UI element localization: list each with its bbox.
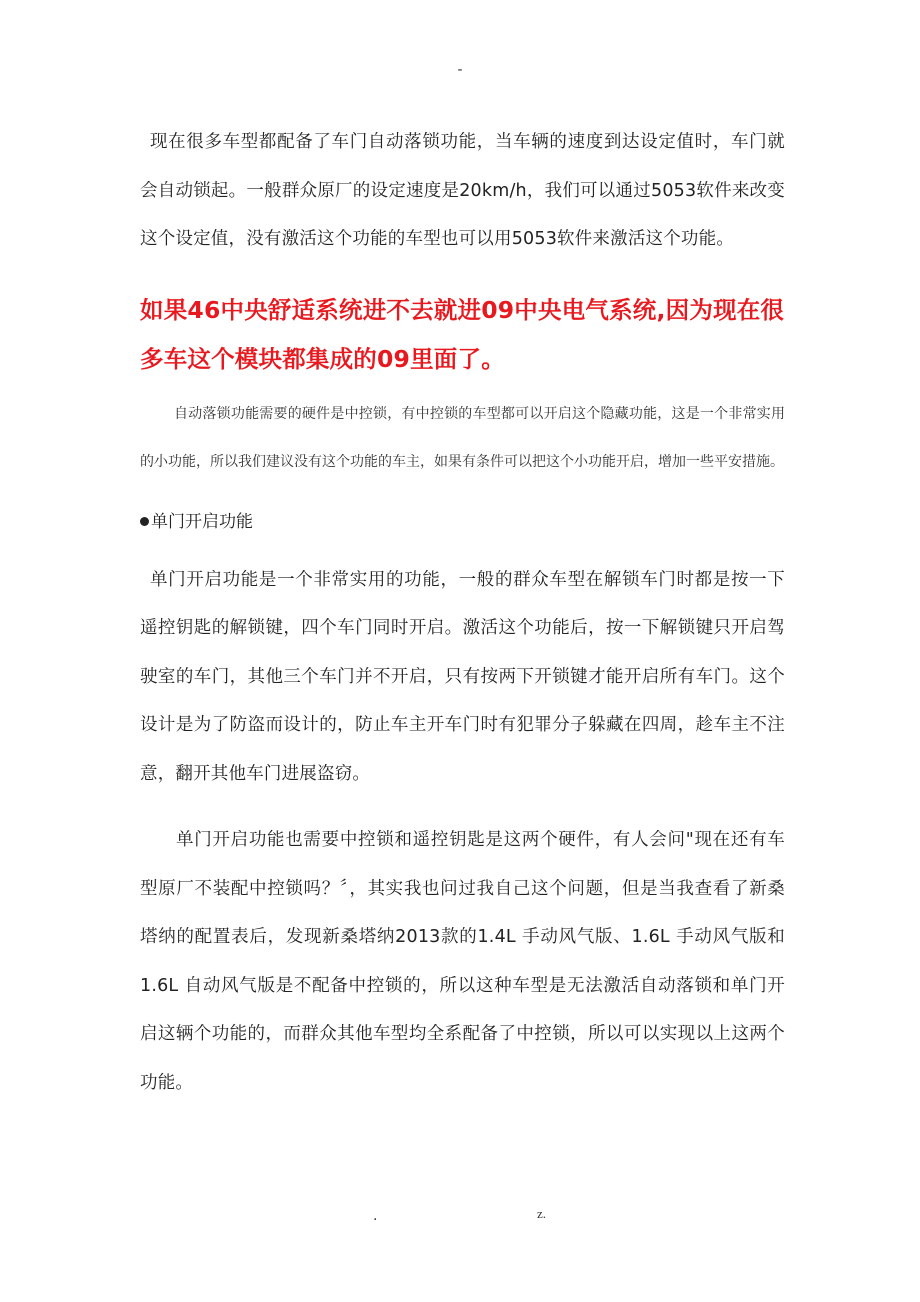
- page-header-mark: -: [457, 62, 463, 78]
- bullet-icon: [140, 517, 149, 526]
- section-heading-label: 单门开启功能: [151, 511, 253, 532]
- intro-paragraph: 现在很多车型都配备了车门自动落锁功能，当车辆的速度到达设定值时，车门就会自动锁起。一般群众原厂的设定速度是20km/h，我们可以通过5053软件来改变这个设定值，没有激活这个功能的车型也可以用5053软件来激活这个功能。: [140, 132, 785, 249]
- single-door-hardware-paragraph: 单门开启功能也需要中控锁和遥控钥匙是这两个硬件，有人会问"现在还有车型原厂不装配中控锁吗？〞，其实我也问过我自己这个问题，但是当我查看了新桑塔纳的配置表后，发现新桑塔纳2013款的1.4L 手动风气版、1.6L 手动风气版和1.6L 自动风气版是不配备中控锁的，所以这种车型是无法激活自动落锁和单门开启这辆个功能的，而群众其他车型均全系配备了中控锁，所以可以实现以上这两个功能。: [140, 830, 785, 1093]
- highlight-note: 如果46中央舒适系统进不去就进09中央电气系统,因为现在很多车这个模块都集成的09里面了。: [140, 295, 785, 373]
- single-door-description: 单门开启功能是一个非常实用的功能，一般的群众车型在解锁车门时都是按一下遥控钥匙的解锁键，四个车门同时开启。激活这个功能后，按一下解锁键只开启驾驶室的车门，其他三个车门并不开启，只有按两下开锁键才能开启所有车门。这个设计是为了防盗而设计的，防止车主开车门时有犯罪分子躲藏在四周，趁车主不注意，翻开其他车门进展盗窃。: [140, 569, 785, 784]
- hardware-note-paragraph: 自动落锁功能需要的硬件是中控锁，有中控锁的车型都可以开启这个隐藏功能，这是一个非常实用的小功能，所以我们建议没有这个功能的车主，如果有条件可以把这个小功能开启，增加一些平安措施。: [140, 405, 785, 470]
- section-heading-single-door: [140, 498, 785, 546]
- document-body: [140, 118, 785, 1107]
- page-footer-right-mark: z.: [537, 1206, 547, 1221]
- page-footer-left-mark: .: [373, 1208, 378, 1224]
